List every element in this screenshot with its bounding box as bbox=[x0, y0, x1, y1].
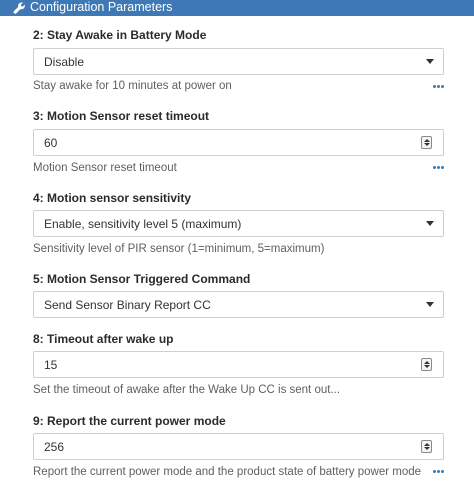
param-4-select[interactable] bbox=[33, 210, 444, 237]
param-5-value: Send Sensor Binary Report CC bbox=[44, 297, 211, 312]
chevron-down-icon bbox=[426, 302, 434, 307]
param-5-label: 5: Motion Sensor Triggered Command bbox=[33, 272, 251, 286]
param-8-input[interactable] bbox=[33, 351, 444, 378]
panel-title: Configuration Parameters bbox=[30, 0, 173, 14]
more-icon[interactable] bbox=[433, 166, 445, 170]
param-8-label: 8: Timeout after wake up bbox=[33, 332, 174, 346]
param-4-label: 4: Motion sensor sensitivity bbox=[33, 191, 192, 205]
param-8-value: 15 bbox=[44, 357, 58, 372]
param-2-label: 2: Stay Awake in Battery Mode bbox=[33, 28, 207, 42]
param-3-input[interactable] bbox=[33, 129, 444, 156]
param-4-value: Enable, sensitivity level 5 (maximum) bbox=[44, 216, 242, 231]
spinner-icon[interactable] bbox=[421, 440, 432, 453]
param-8-help: Set the timeout of awake after the Wake Up CC is sent out... bbox=[33, 384, 341, 396]
param-2-select[interactable] bbox=[33, 48, 444, 75]
param-9-help: Report the current power mode and the product state of battery power mode bbox=[33, 466, 422, 478]
spinner-icon[interactable] bbox=[421, 136, 432, 149]
panel-header bbox=[0, 0, 474, 16]
param-9-value: 256 bbox=[44, 439, 65, 454]
param-9-label: 9: Report the current power mode bbox=[33, 414, 226, 428]
spinner-icon[interactable] bbox=[421, 358, 432, 371]
wrench-icon bbox=[13, 2, 26, 15]
param-4-help: Sensitivity level of PIR sensor (1=minimum, 5=maximum) bbox=[33, 243, 325, 255]
param-2-value: Disable bbox=[44, 54, 85, 69]
param-5-select[interactable] bbox=[33, 291, 444, 318]
param-3-help: Motion Sensor reset timeout bbox=[33, 162, 177, 174]
param-3-value: 60 bbox=[44, 135, 58, 150]
param-3-label: 3: Motion Sensor reset timeout bbox=[33, 109, 210, 123]
chevron-down-icon bbox=[426, 59, 434, 64]
param-2-help: Stay awake for 10 minutes at power on bbox=[33, 80, 232, 92]
param-9-input[interactable] bbox=[33, 433, 444, 460]
more-icon[interactable] bbox=[433, 85, 445, 89]
chevron-down-icon bbox=[426, 221, 434, 226]
more-icon[interactable] bbox=[433, 470, 445, 474]
